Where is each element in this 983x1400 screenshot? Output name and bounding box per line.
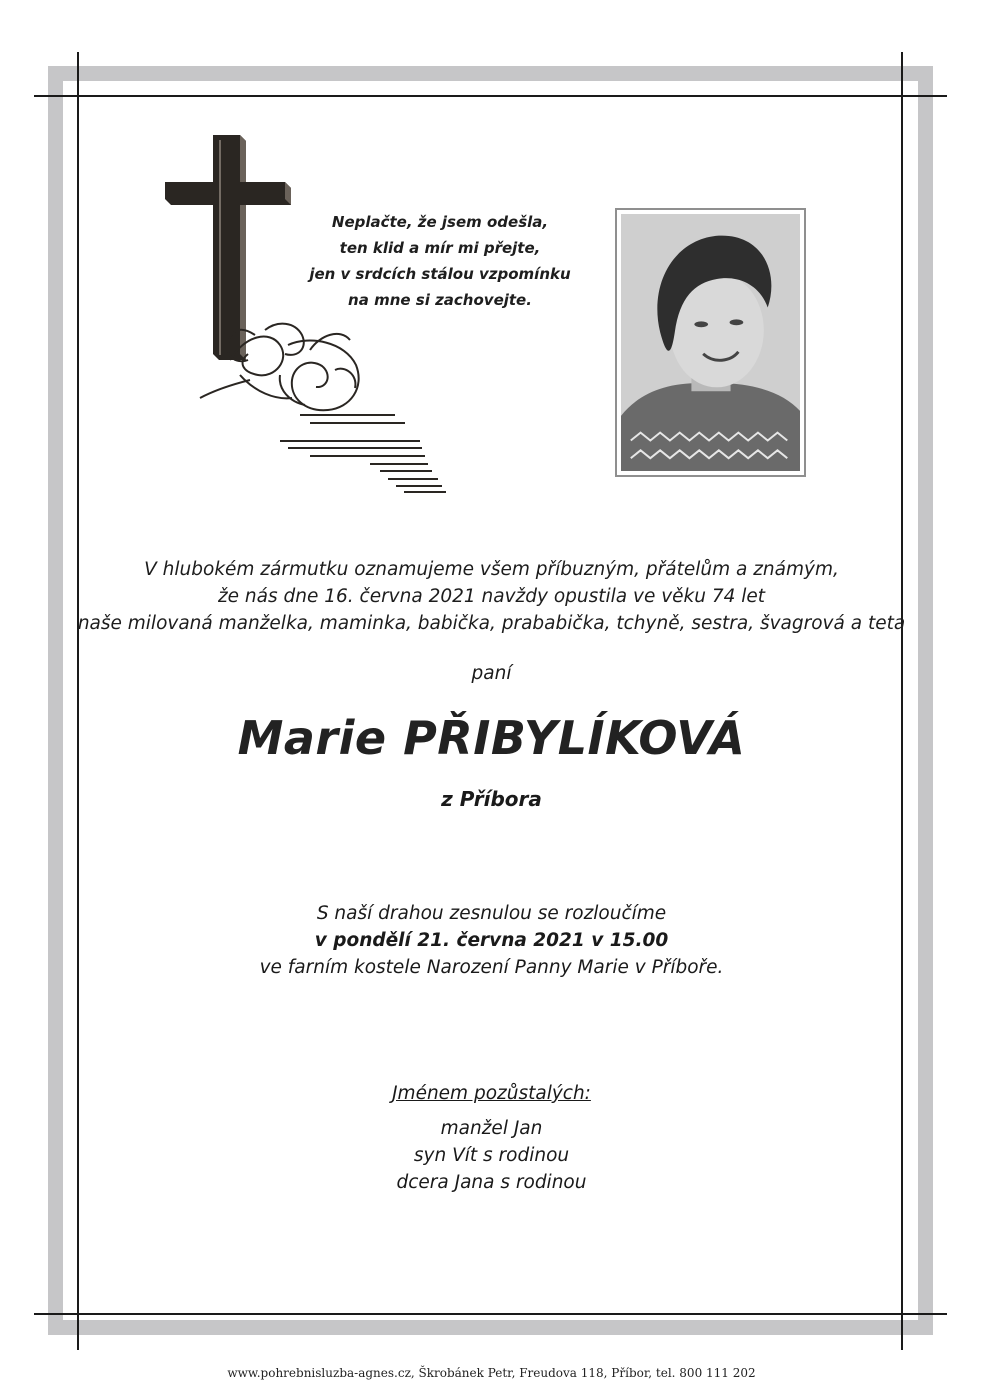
mourner-item: syn Vít s rodinou (413, 1145, 570, 1166)
portrait-photo (615, 208, 806, 477)
announcement (0, 556, 983, 637)
frame-bottom-line (34, 1313, 947, 1315)
poem-line: Neplačte, že jsem odešla, (331, 213, 549, 231)
frame-top-band (48, 66, 933, 81)
deceased-title: paní (471, 663, 512, 684)
poem-line: na mne si zachovejte. (348, 291, 532, 309)
announcement-line: V hlubokém zármutku oznamujeme všem příbuzným, přátelům a známým, (144, 559, 839, 580)
poem (300, 209, 580, 313)
deceased-origin: z Příbora (441, 787, 542, 811)
poem-line: jen v srdcích stálou vzpomínku (309, 265, 571, 283)
mourners-heading: Jménem pozůstalých: (392, 1083, 591, 1104)
mourners-list (0, 1115, 983, 1196)
funeral-date: v pondělí 21. června 2021 v 15.00 (314, 930, 669, 951)
announcement-line: naše milovaná manželka, maminka, babička, prababička, tchyně, sestra, švagrová a teta (77, 613, 906, 634)
announcement-line: že nás dne 16. června 2021 navždy opustila ve věku 74 let (217, 586, 766, 607)
poem-line: ten klid a mír mi přejte, (339, 239, 541, 257)
cross-base-lines (280, 415, 446, 492)
frame-bottom-band (48, 1320, 933, 1335)
funeral-line: S naší drahou zesnulou se rozloučíme (316, 903, 667, 924)
mourner-item: dcera Jana s rodinou (396, 1172, 587, 1193)
funeral-info (0, 900, 983, 981)
deceased-name: Marie PŘIBYLÍKOVÁ (237, 711, 746, 765)
portrait-image (621, 214, 800, 471)
funeral-place: ve farním kostele Narození Panny Marie v Příboře. (259, 957, 724, 978)
mourner-item: manžel Jan (440, 1118, 543, 1139)
footer-contact: www.pohrebnisluzba-agnes.cz, Škrobánek Petr, Freudova 118, Příbor, tel. 800 111 202 (227, 1366, 756, 1380)
frame-top-line (34, 95, 947, 97)
